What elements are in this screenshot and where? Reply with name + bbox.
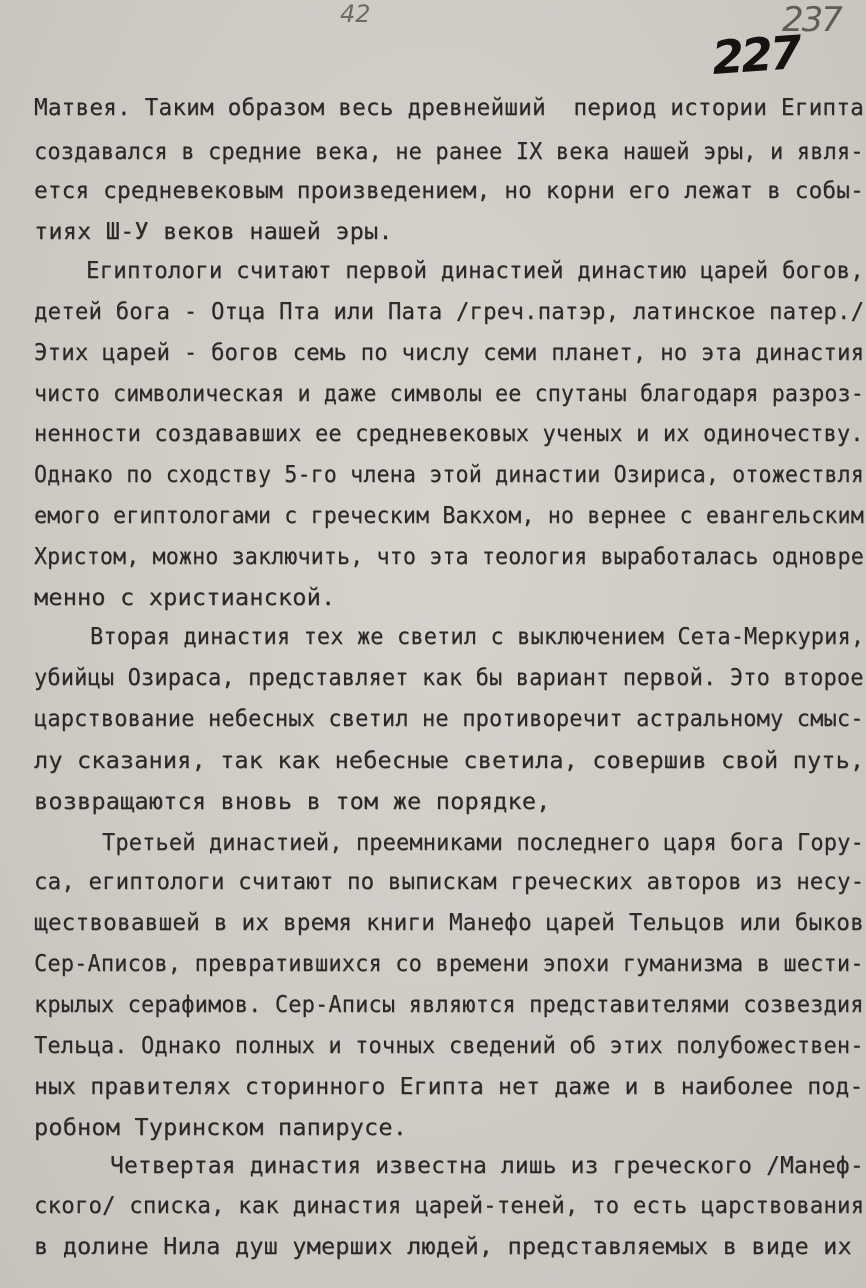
folio-number-handwritten-top: 237 (782, 0, 841, 40)
text-line: лу сказания, так как небесные светила, совершив свой путь, (34, 746, 865, 774)
text-line: убийцы Озираса, представляет как бы вариант первой. Это второе (34, 663, 864, 691)
text-line: Четвертая династия известна лишь из греческого /Манеф- (110, 1151, 864, 1179)
text-line: робном Туринском папирусе. (34, 1113, 408, 1141)
text-line: Матвея. Таким образом весь древнейший период истории Египта (34, 93, 864, 121)
text-line: ского/ списка, как династия царей-теней, то есть царствования (34, 1191, 865, 1219)
text-line: в долине Нила душ умерших людей, представляемых в виде их (34, 1232, 852, 1260)
text-line: детей бога - Отца Пта или Пата /греч.патэр, латинское патер./ (34, 297, 865, 325)
text-line: ненности создававших ее средневековых ученых и их одиночеству. (34, 419, 864, 447)
text-line: Христом, можно заключить, что эта теология выработалась одновре (34, 542, 864, 570)
text-line: создавался в средние века, не ранее IX века нашей эры, и явля- (34, 137, 864, 165)
text-line: царствование небесных светил не противоречит астральному смыс- (34, 704, 864, 732)
text-line: ется средневековым произведением, но корни его лежат в собы- (34, 176, 864, 204)
text-line: Этих царей - богов семь по числу семи планет, но эта династия (34, 338, 865, 366)
text-line: емого египтологами с греческим Вакхом, но вернее с евангельским (34, 501, 864, 529)
text-line: крылых серафимов. Сер-Аписы являются представителями созвездия (34, 990, 864, 1018)
text-line: Третьей династией, преемниками последнего царя бога Гору- (102, 828, 864, 856)
archive-number: 42 (340, 0, 371, 28)
folio-number-handwritten: 227 (710, 25, 801, 85)
text-line: са, египтологи считают по выпискам греческих авторов из несу- (34, 867, 865, 895)
text-line: Сер-Аписов, превратившихся со времени эпохи гуманизма в шести- (34, 949, 864, 977)
text-line: тиях Ш-У веков нашей эры. (34, 217, 393, 245)
text-line: Вторая династия тех же светил с выключением Сета-Меркурия, (90, 622, 865, 650)
text-line: возвращаются вновь в том же порядке, (34, 787, 551, 815)
text-line: ществовавшей в их время книги Манефо царей Тельцов или быков (34, 908, 864, 936)
text-line: Однако по сходству 5-го члена этой династии Озириса, отожествля (34, 460, 864, 488)
text-line: ных правителях сторинного Египта нет даже и в наиболее под- (34, 1072, 864, 1100)
text-line: менно с христианской. (34, 583, 336, 611)
text-line: чисто символическая и даже символы ее спутаны благодаря разроз- (34, 379, 864, 407)
text-line: Тельца. Однако полных и точных сведений об этих полубожествен- (34, 1031, 864, 1059)
text-line: Египтологи считают первой династией династию царей богов, (86, 256, 864, 284)
